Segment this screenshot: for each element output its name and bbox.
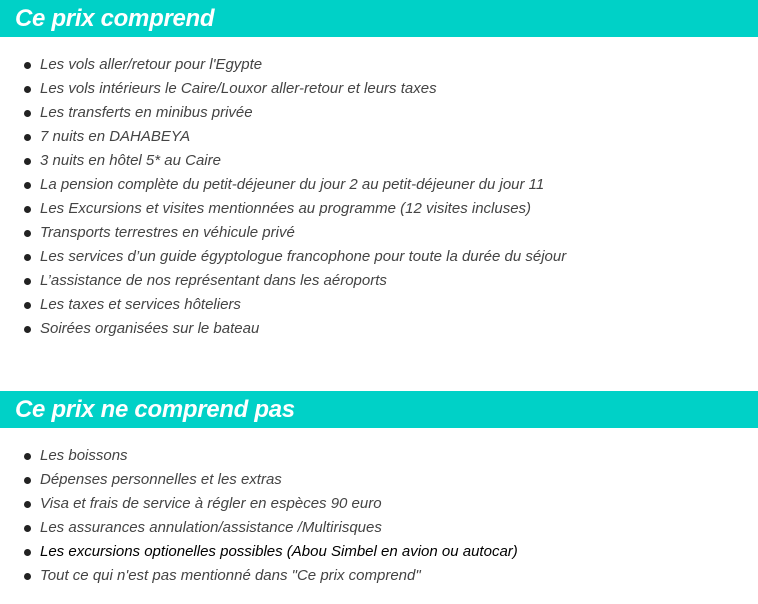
bullet-icon [24,86,31,93]
list-item-text: Les excursions optionelles possibles (Abou Simbel en avion ou autocar) [40,543,518,560]
bullet-icon [24,134,31,141]
list-item [24,516,518,540]
list-item-text: Tout ce qui n'est pas mentionné dans "Ce prix comprend" [40,567,421,584]
list-item [24,293,566,317]
list-item [24,197,566,221]
list-item [24,125,566,149]
bullet-icon [24,326,31,333]
list-item-text: L’assistance de nos représentant dans les aéroports [40,272,387,289]
list-item [24,269,566,293]
list-item [24,149,566,173]
bullet-icon [24,182,31,189]
bullet-icon [24,206,31,213]
excludes-title: Ce prix ne comprend pas [15,396,295,423]
list-item [24,77,566,101]
bullet-icon [24,230,31,237]
bullet-icon [24,110,31,117]
list-item-text: Visa et frais de service à régler en espèces 90 euro [40,495,382,512]
bullet-icon [24,501,31,508]
list-item-text: La pension complète du petit-déjeuner du jour 2 au petit-déjeuner du jour 11 [40,176,545,193]
list-item-text: 3 nuits en hôtel 5* au Caire [40,152,221,169]
bullet-icon [24,453,31,460]
bullet-icon [24,573,31,580]
list-item-text: Les transferts en minibus privée [40,104,253,121]
list-item [24,173,566,197]
list-item-text: Les services d’un guide égyptologue francophone pour toute la durée du séjour [40,248,567,265]
list-item [24,317,566,341]
list-item-text: Les boissons [40,447,128,464]
bullet-icon [24,62,31,69]
excludes-list [24,444,518,588]
list-item [24,492,518,516]
bullet-icon [24,254,31,261]
list-item-text: Transports terrestres en véhicule privé [40,224,295,241]
list-item [24,245,566,269]
list-item-text: Les vols intérieurs le Caire/Louxor aller-retour et leurs taxes [40,80,437,97]
list-item-text: Les vols aller/retour pour l'Egypte [40,56,263,73]
bullet-icon [24,549,31,556]
list-item [24,540,518,564]
bullet-icon [24,278,31,285]
includes-list [24,53,566,341]
includes-header [0,0,758,37]
list-item [24,101,566,125]
list-item-text: Dépenses personnelles et les extras [40,471,282,488]
includes-title: Ce prix comprend [15,5,215,32]
list-item [24,53,566,77]
bullet-icon [24,525,31,532]
bullet-icon [24,158,31,165]
list-item-text: Les Excursions et visites mentionnées au programme (12 visites incluses) [40,200,532,217]
excludes-header [0,391,758,428]
list-item [24,468,518,492]
list-item-text: 7 nuits en DAHABEYA [40,128,191,145]
list-item-text: Les assurances annulation/assistance /Multirisques [40,519,382,536]
list-item [24,444,518,468]
list-item [24,221,566,245]
list-item [24,564,518,588]
list-item-text: Les taxes et services hôteliers [40,296,241,313]
list-item-text: Soirées organisées sur le bateau [40,320,260,337]
bullet-icon [24,477,31,484]
bullet-icon [24,302,31,309]
